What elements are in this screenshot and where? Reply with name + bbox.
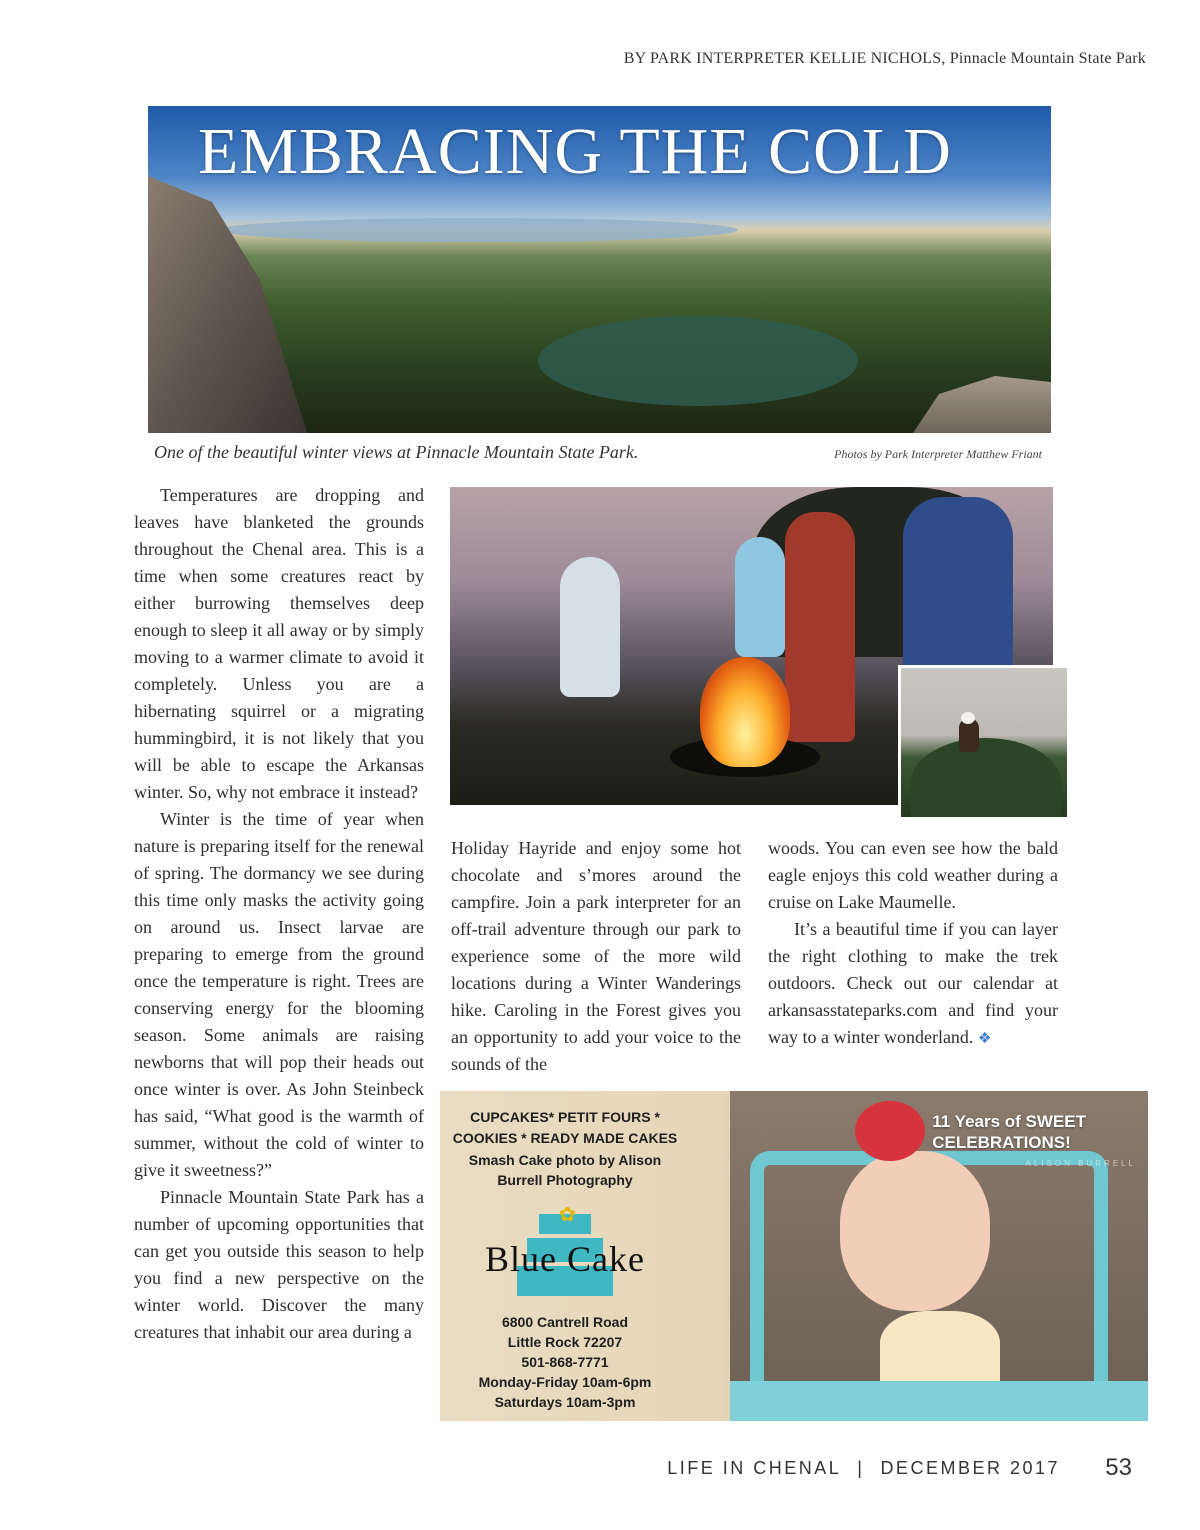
page-number: 53 — [1105, 1454, 1132, 1481]
ad-product-list — [440, 1107, 690, 1149]
hero-lake — [538, 316, 858, 406]
baby — [840, 1151, 990, 1311]
party-hat — [855, 1101, 925, 1161]
ad-list-line: COOKIES * READY MADE CAKES — [452, 1130, 678, 1146]
ad-photo-credit — [440, 1150, 690, 1190]
ad-headline-line: 11 Years of SWEET — [932, 1112, 1086, 1131]
ad-hours-weekday: Monday-Friday 10am-6pm — [478, 1374, 652, 1390]
publication-name: LIFE IN CHENAL — [667, 1458, 842, 1478]
footer-separator: | — [857, 1458, 865, 1478]
blue-cake-logo — [455, 1204, 675, 1304]
ad-credit-line: Burrell Photography — [497, 1172, 633, 1188]
end-mark-icon: ❖ — [977, 1031, 992, 1047]
byline — [624, 50, 1146, 68]
byline-author: BY PARK INTERPRETER KELLIE NICHOLS, — [623, 50, 946, 67]
photographer-watermark: ALISON BURRELL — [1025, 1159, 1136, 1168]
logo-wordmark: Blue Cake — [485, 1239, 645, 1279]
article-column-1 — [134, 482, 424, 1346]
sunflower-icon: ✿ — [559, 1204, 576, 1226]
ad-list-line: CUPCAKES* PETIT FOURS * — [470, 1109, 660, 1125]
ad-text-block — [440, 1107, 690, 1412]
eagle-head — [961, 712, 975, 724]
pine-tree — [911, 738, 1061, 820]
page-footer — [667, 1458, 1060, 1479]
paragraph: Pinnacle Mountain State Park has a number of upcoming opportunities that can get you outside this season to help you find a new perspective on the winter world. Discover the many creatures that inhabit our area during a — [134, 1187, 424, 1342]
paragraph: woods. You can even see how the bald eagle enjoys this cold weather during a cruise on Lake Maumelle. — [768, 838, 1058, 912]
article-column-3 — [768, 835, 1058, 1053]
ad-hours-saturday: Saturdays 10am-3pm — [494, 1394, 636, 1410]
ad-address-street: 6800 Cantrell Road — [501, 1314, 629, 1330]
campfire-child-middle — [735, 537, 785, 657]
photo-credit: Photos by Park Interpreter Matthew Friant — [834, 447, 1042, 461]
ad-credit-line: Smash Cake photo by Alison — [468, 1152, 662, 1168]
hero-rock-left — [148, 176, 308, 433]
ad-phone: 501-868-7771 — [521, 1354, 609, 1370]
paragraph: Temperatures are dropping and leaves have blanketed the grounds throughout the Chenal area. This is a time when some creatures react by either burrowing themselves deep enough to sleep it all away or by simply moving to a warmer climate to avoid it completely. Unless you are a hibernating squirrel or a migrating hummingbird, it is not likely that you will be able to escape the Arkansas winter. So, why not embrace it instead? — [134, 485, 424, 802]
byline-park: Pinnacle Mountain State Park — [949, 50, 1146, 67]
high-chair-tray — [730, 1381, 1148, 1421]
smash-cake — [880, 1311, 1000, 1391]
paragraph: Winter is the time of year when nature is preparing itself for the renewal of spring. The dormancy we see during this time only masks the activity going on around us. Insect larvae are preparing to emerge from the ground once the temperature is right. Trees are conserving energy for the blooming season. Some animals are raising newborns that will pop their heads out once winter is over. As John Steinbeck has said, “What good is the warmth of summer, without the cold of winter to give it sweetness?” — [134, 809, 424, 1180]
ad-address-city: Little Rock 72207 — [507, 1334, 623, 1350]
article-title: EMBRACING THE COLD — [198, 115, 952, 188]
blue-cake-advertisement[interactable] — [440, 1091, 1148, 1421]
ad-headline — [932, 1111, 1086, 1153]
ad-headline-line: CELEBRATIONS! — [932, 1133, 1071, 1152]
hero-distant-lake — [218, 218, 738, 242]
hero-rock-right — [911, 376, 1051, 433]
paragraph: Holiday Hayride and enjoy some hot chocolate and s’mores around the campfire. Join a park interpreter for an off-trail adventure through our park to experience some of the more wild locations during a Winter Wanderings hike. Caroling in the Forest gives you an opportunity to add your voice to the sounds of the — [451, 838, 741, 1074]
campfire-adult — [785, 512, 855, 742]
campfire-person-right — [903, 497, 1013, 677]
ad-contact — [440, 1312, 690, 1412]
campfire-child-left — [560, 557, 620, 697]
campfire-flame — [700, 657, 790, 767]
article-column-2 — [451, 835, 741, 1078]
paragraph — [768, 916, 1058, 1053]
hero-photo — [148, 106, 1051, 433]
hero-caption: One of the beautiful winter views at Pinnacle Mountain State Park. — [154, 442, 639, 462]
issue-date: DECEMBER 2017 — [880, 1458, 1060, 1478]
bald-eagle-photo — [898, 665, 1070, 820]
closing-text: It’s a beautiful time if you can layer the right clothing to make the trek outdoors. Check out our calendar at arkansasstateparks.com and find your way to a winter wonderland. — [768, 919, 1058, 1047]
